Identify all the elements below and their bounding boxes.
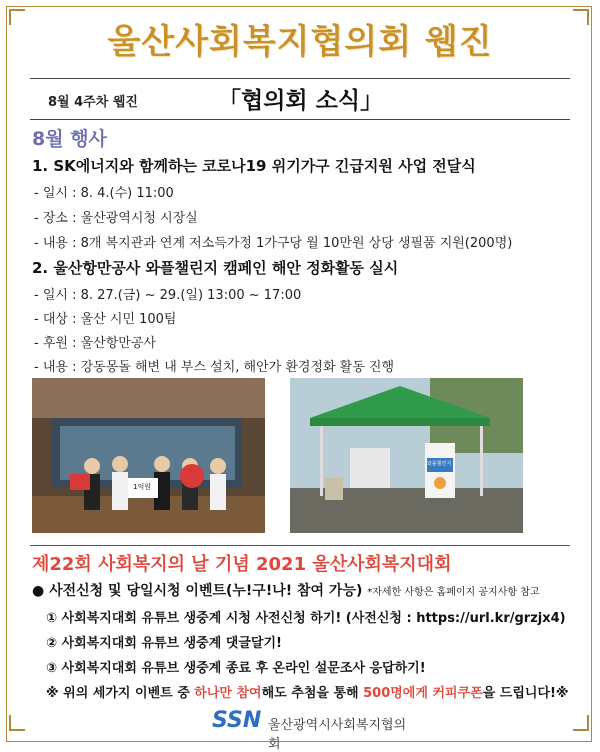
section-divider: [30, 545, 570, 546]
item-2-target: - 대상 : 울산 시민 100팀: [34, 312, 177, 327]
footer-logo: [212, 708, 412, 752]
notice-highlight: 500명에게 커피쿠폰: [363, 686, 483, 701]
notice-text: 해도 추첨을 통해: [261, 686, 364, 701]
event-step-1: ① 사회복지대회 유튜브 생중계 시청 사전신청 하기! (사전신청 : https://url.kr/grzjx4): [46, 611, 566, 626]
event-notice: [46, 682, 569, 701]
booth-photo: [290, 378, 523, 533]
event-bullet-note: *자세한 사항은 홈페이지 공지사항 참고: [367, 587, 540, 598]
issue-week: 8월 4주차 웹진: [48, 95, 138, 110]
frame-corner: [9, 715, 25, 731]
news-heading: 「협의회 소식」: [218, 88, 384, 114]
item-1-date: - 일시 : 8. 4.(수) 11:00: [34, 186, 174, 201]
event-bullet: [32, 580, 540, 600]
webzine-title: 울산사회복지협의회 웹진: [107, 22, 493, 62]
item-2-sponsor: - 후원 : 울산항만공사: [34, 336, 156, 351]
donation-board-text: 1억원: [133, 483, 151, 491]
ceremony-photo-art: [32, 378, 265, 533]
event-bullet-text: ● 사전신청 및 당일시청 이벤트(누!구!나! 참여 가능): [32, 583, 363, 599]
org-name: 울산광역시사회복지협의회: [268, 718, 407, 752]
notice-text: 을 드립니다!※: [482, 686, 569, 701]
item-title-1: 1. SK에너지와 함께하는 코로나19 위기가구 긴급지원 사업 전달식: [32, 157, 476, 175]
booth-photo-art: [290, 378, 523, 533]
notice-highlight: 하나만 참여: [194, 686, 262, 701]
frame-corner: [573, 715, 589, 731]
ssn-logo: SSN: [212, 708, 262, 733]
section-title: 8월 행사: [32, 128, 107, 150]
event-title: 제22회 사회복지의 날 기념 2021 울산사회복지대회: [32, 554, 452, 575]
booth-sign-text: 와플챌린지: [427, 461, 452, 467]
ceremony-photo: [32, 378, 265, 533]
item-1-place: - 장소 : 울산광역시청 시장실: [34, 211, 198, 226]
notice-text: ※ 위의 세가지 이벤트 중: [46, 686, 195, 701]
event-step-3: ③ 사회복지대회 유튜브 생중계 종료 후 온라인 설문조사 응답하기!: [46, 661, 426, 676]
item-2-date: - 일시 : 8. 27.(금) ~ 29.(일) 13:00 ~ 17:00: [34, 288, 302, 303]
item-1-content: - 내용 : 8개 복지관과 연계 저소득가정 1가구당 월 10만원 상당 생필품 지원(200명): [34, 236, 513, 251]
header-row: [30, 78, 570, 120]
item-2-content: - 내용 : 강동몽돌 해변 내 부스 설치, 해안가 환경정화 활동 진행: [34, 360, 395, 375]
event-step-2: ② 사회복지대회 유튜브 생중계 댓글달기!: [46, 636, 282, 651]
item-title-2: 2. 울산항만공사 와플챌린지 캠페인 해안 정화활동 실시: [32, 259, 399, 277]
